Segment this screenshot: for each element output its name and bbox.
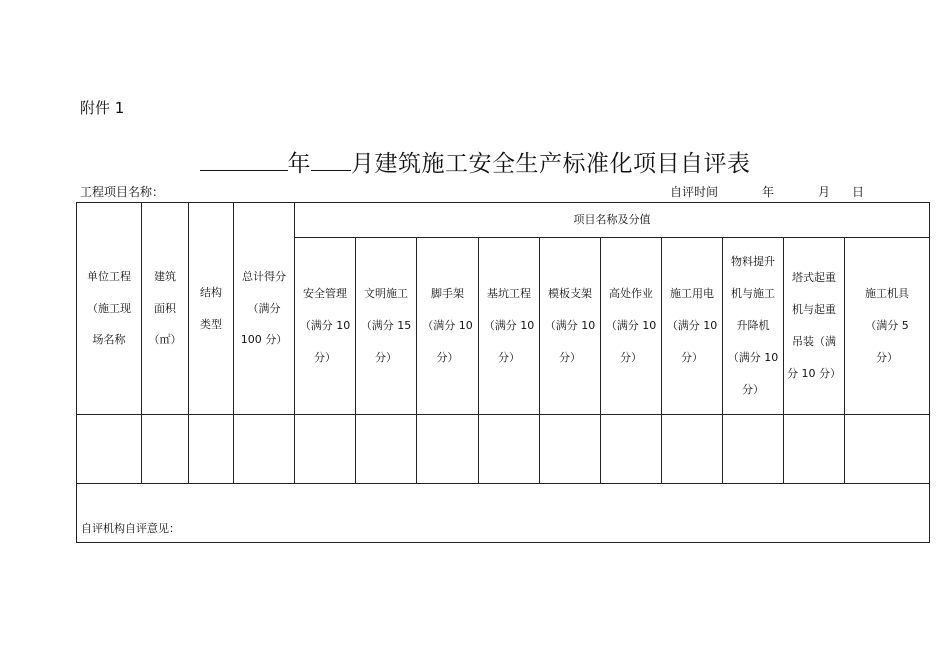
cell-material-hoist[interactable] bbox=[723, 415, 784, 484]
cell-formwork-support[interactable] bbox=[540, 415, 601, 484]
header-item-construction-machinery: 施工机具 （满分 5 分） bbox=[845, 238, 930, 415]
header-item-civilized-construction: 文明施工 （满分 15 分） bbox=[356, 238, 417, 415]
page-title bbox=[0, 145, 950, 178]
cell-civilized-construction[interactable] bbox=[356, 415, 417, 484]
title-year-char: 年 bbox=[287, 151, 311, 177]
header-item-work-at-height: 高处作业 （满分 10 分） bbox=[601, 238, 662, 415]
table-row bbox=[77, 415, 930, 484]
title-rest: 月建筑施工安全生产标准化项目自评表 bbox=[351, 151, 751, 177]
self-eval-table bbox=[76, 202, 930, 543]
header-item-scaffolding: 脚手架 （满分 10 分） bbox=[417, 238, 479, 415]
header-item-construction-power: 施工用电 （满分 10 分） bbox=[662, 238, 723, 415]
cell-tower-crane[interactable] bbox=[784, 415, 845, 484]
cell-total-score[interactable] bbox=[234, 415, 295, 484]
cell-work-at-height[interactable] bbox=[601, 415, 662, 484]
eval-time-year: 年 bbox=[762, 185, 775, 199]
header-building-area: 建筑 面积 （㎡） bbox=[142, 203, 189, 415]
month-blank bbox=[311, 148, 351, 171]
eval-time-label: 自评时间 bbox=[670, 185, 719, 199]
eval-time-day: 日 bbox=[852, 185, 865, 199]
header-item-material-hoist: 物料提升 机与施工 升降机 （满分 10 分） bbox=[723, 238, 784, 415]
annex-label: 附件 1 bbox=[80, 99, 125, 117]
cell-foundation-pit[interactable] bbox=[479, 415, 540, 484]
cell-scaffolding[interactable] bbox=[417, 415, 479, 484]
self-eval-opinion[interactable] bbox=[77, 484, 930, 543]
header-item-formwork-support: 模板支架 （满分 10 分） bbox=[540, 238, 601, 415]
header-item-tower-crane: 塔式起重 机与起重 吊装（满 分 10 分） bbox=[784, 238, 845, 415]
cell-unit-project[interactable] bbox=[77, 415, 142, 484]
cell-construction-machinery[interactable] bbox=[845, 415, 930, 484]
header-item-foundation-pit: 基坑工程 （满分 10 分） bbox=[479, 238, 540, 415]
header-item-safety-management: 安全管理 （满分 10 分） bbox=[295, 238, 356, 415]
cell-safety-management[interactable] bbox=[295, 415, 356, 484]
cell-construction-power[interactable] bbox=[662, 415, 723, 484]
eval-time bbox=[670, 183, 864, 200]
header-unit-project: 单位工程 （施工现 场名称 bbox=[77, 203, 142, 415]
eval-time-month: 月 bbox=[818, 185, 831, 199]
self-eval-opinion-label: 自评机构自评意见： bbox=[81, 521, 180, 535]
project-name-label: 工程项目名称： bbox=[80, 185, 165, 199]
cell-building-area[interactable] bbox=[142, 415, 189, 484]
header-items-group: 项目名称及分值 bbox=[295, 203, 930, 238]
header-structure-type: 结构 类型 bbox=[189, 203, 234, 415]
header-total-score: 总计得分 （满分 100 分） bbox=[234, 203, 295, 415]
cell-structure-type[interactable] bbox=[189, 415, 234, 484]
year-blank bbox=[200, 148, 288, 171]
